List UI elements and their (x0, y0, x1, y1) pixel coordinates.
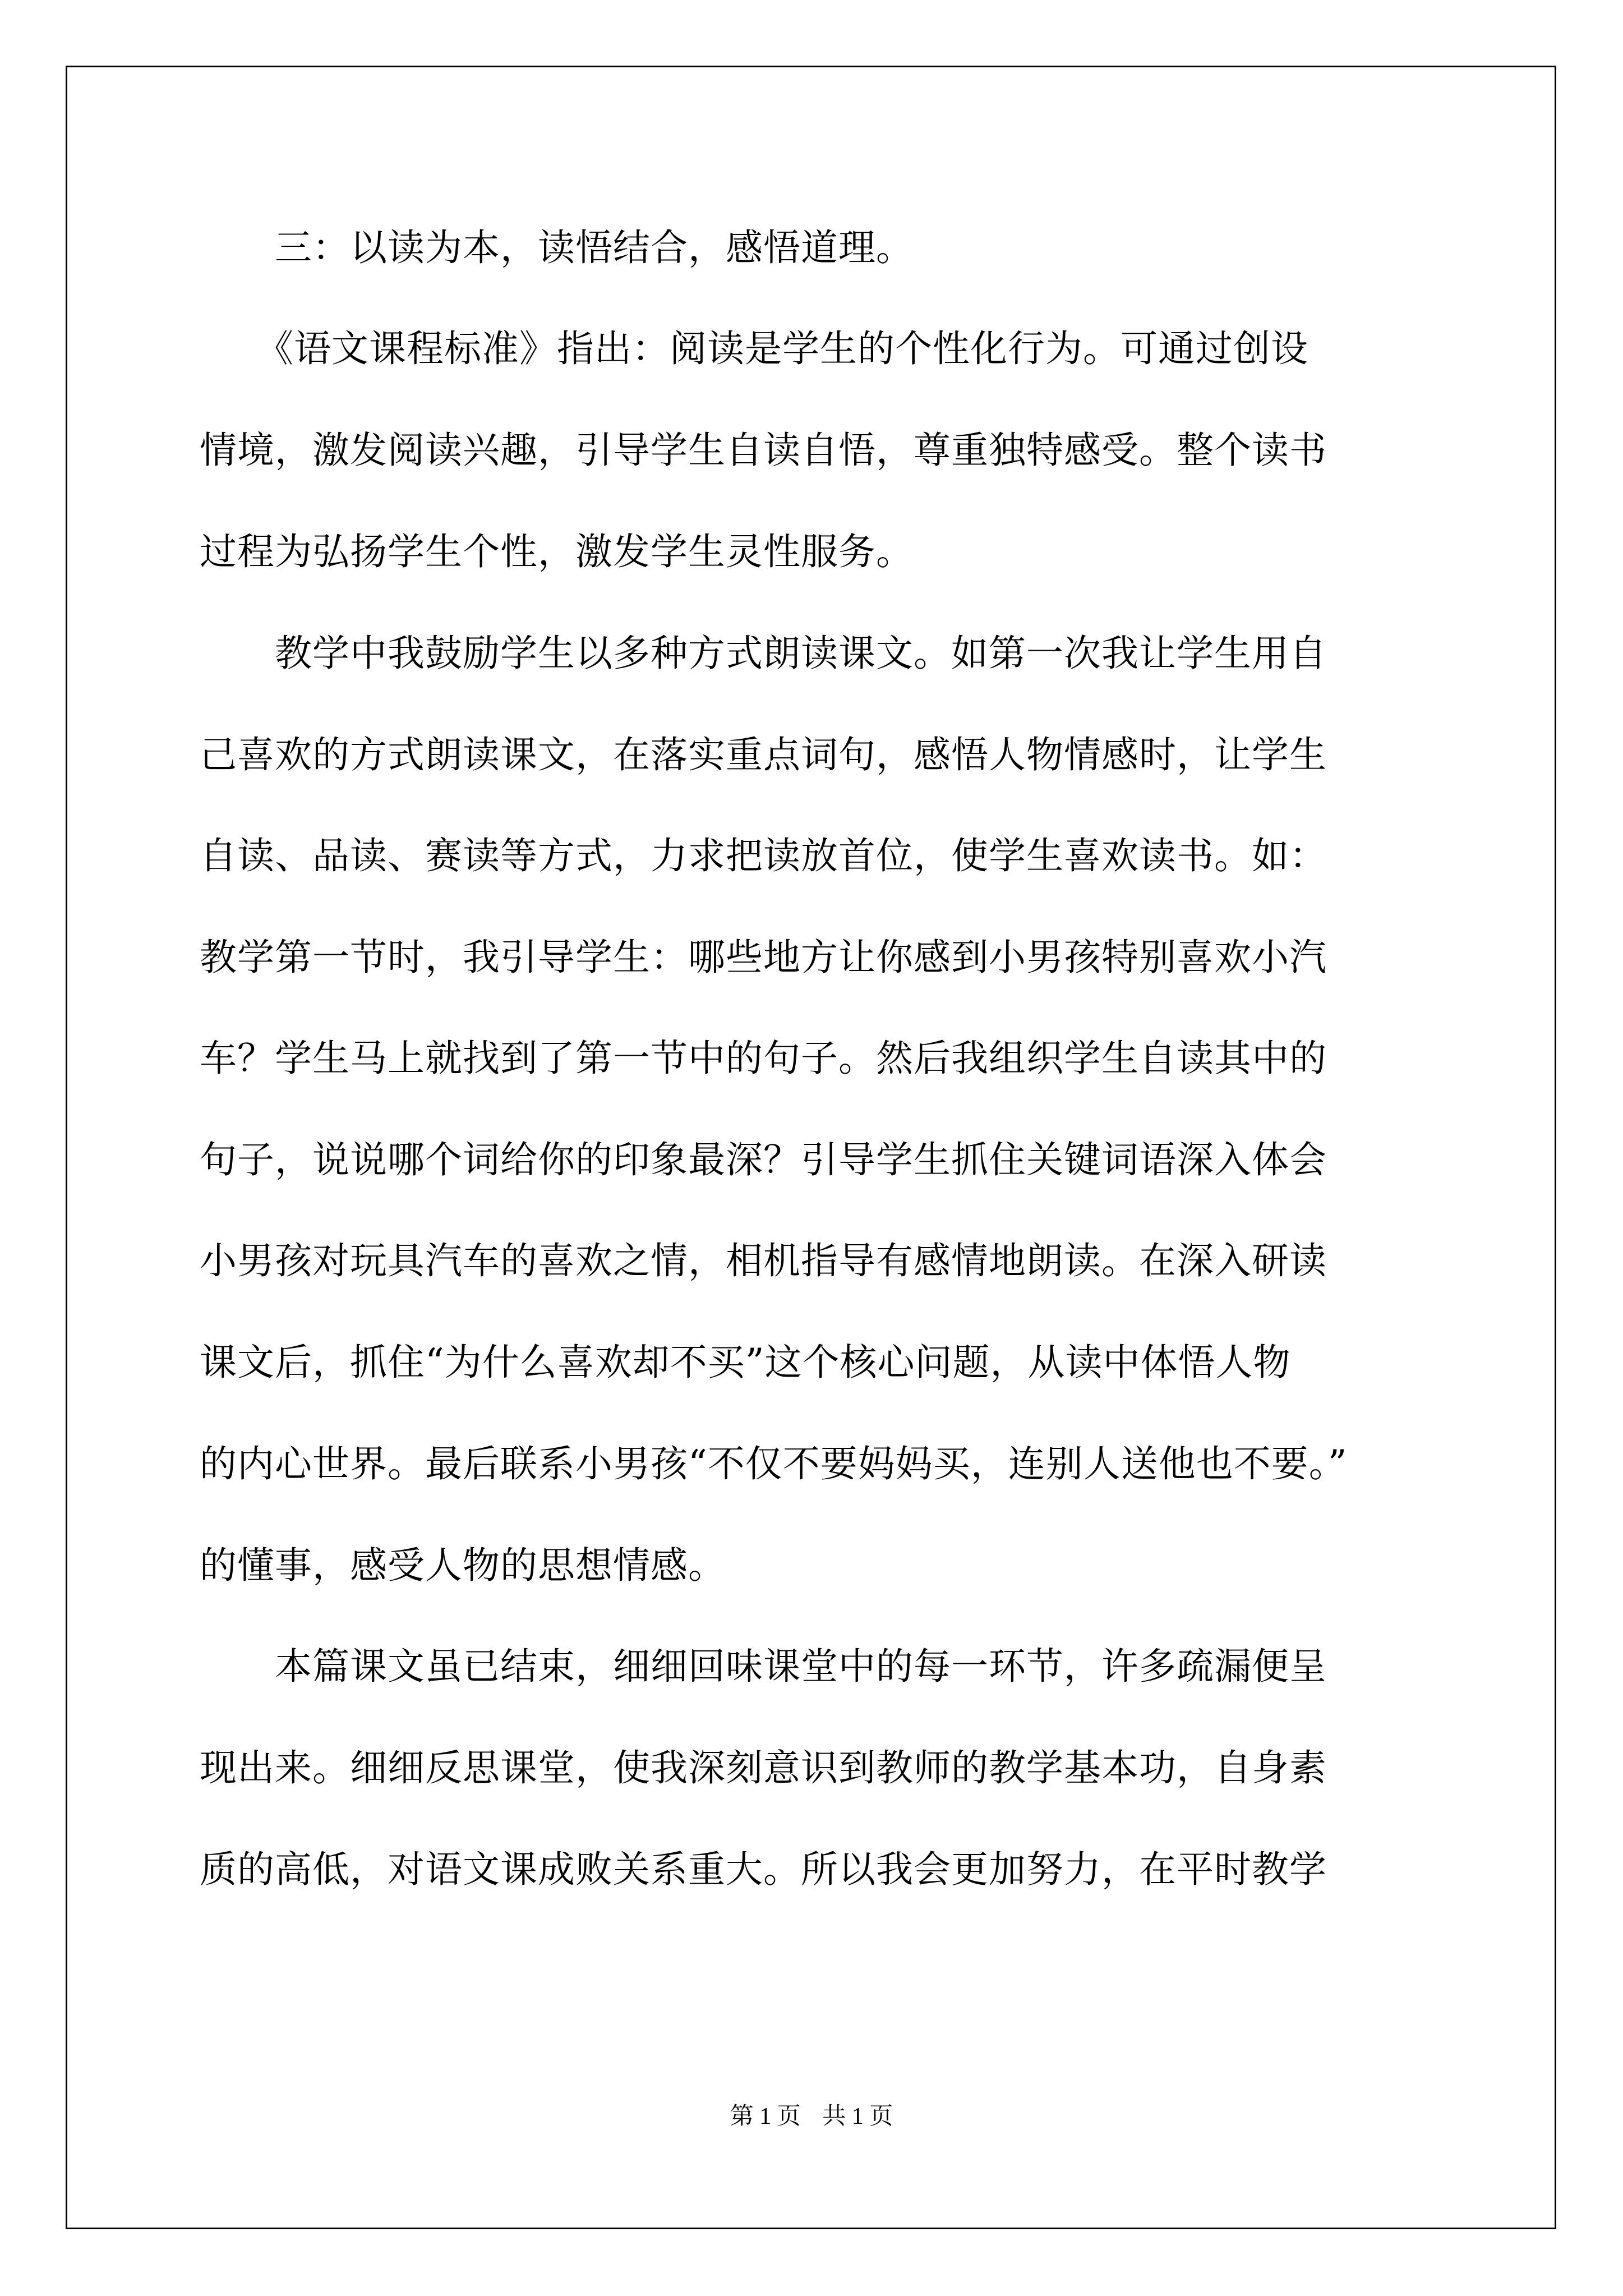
text-line: 教学第一节时，我引导学生：哪些地方让你感到小男孩特别喜欢小汽 (200, 936, 1327, 979)
text-line: 课文后，抓住“为什么喜欢却不买”这个核心问题，从读中体悟人物 (200, 1341, 1291, 1384)
page-footer (0, 2100, 1623, 2133)
text-line: 小男孩对玩具汽车的喜欢之情，相机指导有感情地朗读。在深入研读 (200, 1239, 1327, 1282)
page-number: 第 1 页 (730, 2104, 801, 2129)
text-line: 过程为弘扬学生个性，激发学生灵性服务。 (200, 530, 914, 573)
text-line: 句子，说说哪个词给你的印象最深？引导学生抓住关键词语深入体会 (200, 1138, 1327, 1181)
text-line: 教学中我鼓励学生以多种方式朗读课文。如第一次我让学生用自 (200, 632, 1327, 675)
page-total: 共 1 页 (822, 2104, 893, 2129)
text-line: 三：以读为本，读悟结合，感悟道理。 (200, 226, 914, 269)
text-line: 的懂事，感受人物的思想情感。 (200, 1544, 726, 1587)
text-line: 《语文课程标准》指出：阅读是学生的个性化行为。可通过创设 (200, 327, 1308, 370)
text-line: 己喜欢的方式朗读课文，在落实重点词句，感悟人物情感时，让学生 (200, 733, 1327, 776)
text-line: 的内心世界。最后联系小男孩“不仅不要妈妈买，连别人送他也不要。” (200, 1442, 1348, 1485)
text-line: 质的高低，对语文课成败关系重大。所以我会更加努力，在平时教学 (200, 1848, 1327, 1891)
text-line: 车？学生马上就找到了第一节中的句子。然后我组织学生自读其中的 (200, 1037, 1327, 1080)
text-line: 本篇课文虽已结束，细细回味课堂中的每一环节，许多疏漏便呈 (200, 1645, 1327, 1688)
text-line: 自读、品读、赛读等方式，力求把读放首位，使学生喜欢读书。如： (200, 834, 1327, 877)
text-line: 情境，激发阅读兴趣，引导学生自读自悟，尊重独特感受。整个读书 (200, 429, 1327, 472)
text-line: 现出来。细细反思课堂，使我深刻意识到教师的教学基本功，自身素 (200, 1746, 1327, 1789)
